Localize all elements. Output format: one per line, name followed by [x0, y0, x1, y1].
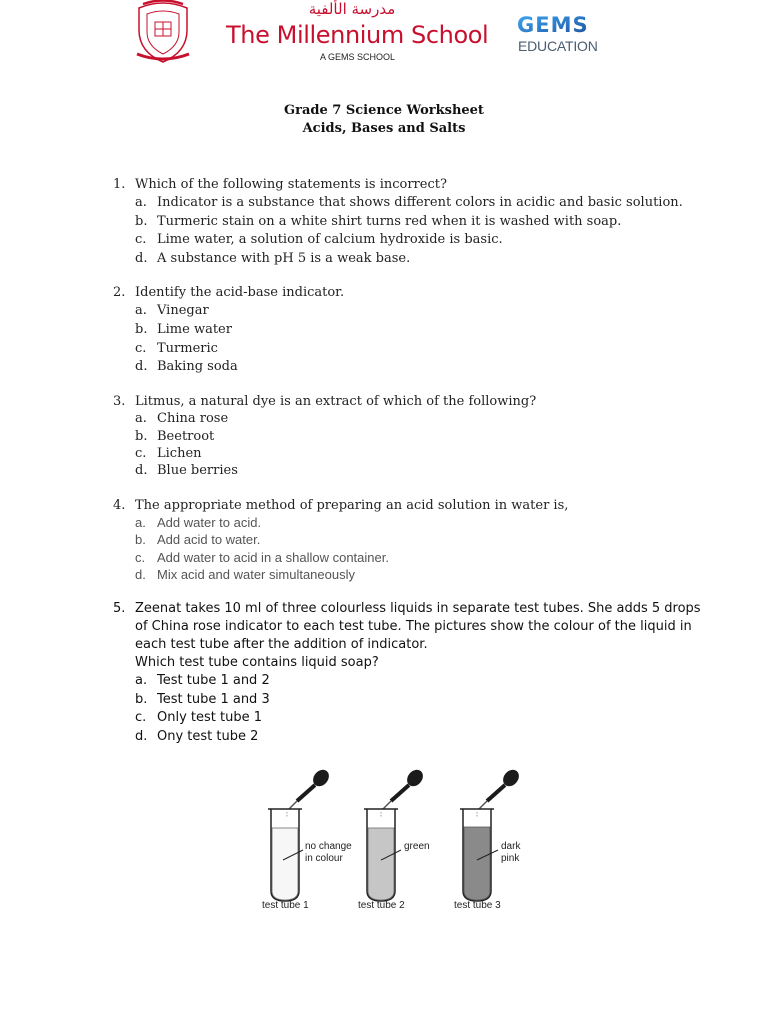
dropper-icon — [289, 767, 332, 809]
option — [135, 428, 214, 446]
option-text: Indicator is a substance that shows different colors in acidic and basic solution. — [157, 195, 683, 210]
option-letter: a. — [135, 515, 146, 530]
option-text: Ony test tube 2 — [157, 729, 259, 744]
option — [135, 709, 262, 727]
worksheet-title: Grade 7 Science Worksheet — [284, 103, 484, 118]
school-header — [0, 0, 768, 72]
test-tube-2 — [358, 767, 430, 911]
option — [135, 410, 228, 428]
option-text: Baking soda — [157, 359, 238, 374]
option-letter: d. — [135, 729, 148, 744]
option — [135, 302, 209, 320]
gems-logo-text: GEMS — [517, 13, 589, 36]
option — [135, 691, 270, 709]
option-letter: b. — [135, 214, 148, 229]
option-text: Test tube 1 and 3 — [157, 692, 270, 707]
option-letter: a. — [135, 411, 147, 426]
option-text: Lime water, a solution of calcium hydroxide is basic. — [157, 232, 503, 247]
tube-note: no change — [305, 841, 352, 852]
option — [135, 566, 355, 584]
tube-note: green — [404, 841, 430, 852]
tube-note: in colour — [305, 853, 343, 864]
option-letter: c. — [135, 446, 147, 461]
option-letter: c. — [135, 550, 146, 565]
question-text: Which of the following statements is incorrect? — [135, 177, 447, 192]
test-tubes-figure — [255, 765, 535, 915]
option — [135, 213, 621, 231]
gems-logo-icon — [516, 12, 594, 36]
option-text: Blue berries — [157, 463, 238, 478]
tube-label: test tube 2 — [358, 900, 405, 911]
dropper-icon — [383, 767, 426, 809]
dropper-icon — [479, 767, 522, 809]
option-text: China rose — [157, 411, 229, 426]
option-letter: a. — [135, 195, 147, 210]
question-number: 5. — [113, 601, 126, 616]
option-letter: b. — [135, 692, 148, 707]
option-text: Turmeric — [157, 341, 218, 356]
option-letter: c. — [135, 710, 147, 725]
option — [135, 194, 683, 212]
tube-label: test tube 1 — [262, 900, 309, 911]
option — [135, 549, 389, 567]
question-number: 1. — [113, 177, 126, 192]
option-text: Turmeric stain on a white shirt turns red when it is washed with soap. — [157, 214, 622, 229]
worksheet-subtitle: Acids, Bases and Salts — [302, 121, 466, 136]
school-name: The Millennium School — [226, 21, 489, 49]
option — [135, 358, 238, 376]
option-text: Test tube 1 and 2 — [157, 673, 270, 688]
test-tube-3 — [454, 767, 522, 911]
option — [135, 231, 503, 249]
option-text: Add acid to water. — [157, 532, 261, 547]
school-crest-icon — [133, 0, 193, 64]
tube-note: pink — [501, 853, 520, 864]
question-number: 2. — [113, 285, 126, 300]
option — [135, 531, 260, 549]
option-letter: b. — [135, 429, 148, 444]
liquid — [272, 828, 298, 900]
option-letter: a. — [135, 303, 147, 318]
school-tagline: A GEMS SCHOOL — [320, 52, 396, 62]
option-text: Only test tube 1 — [157, 710, 262, 725]
option-text: Add water to acid. — [157, 515, 262, 530]
liquid — [464, 827, 490, 900]
option-text: A substance with pH 5 is a weak base. — [157, 251, 411, 266]
option-text: Vinegar — [157, 303, 209, 318]
option — [135, 462, 238, 480]
option-letter: d. — [135, 463, 148, 478]
option-letter: a. — [135, 673, 148, 688]
option — [135, 728, 258, 746]
option — [135, 672, 270, 690]
option-letter: d. — [135, 359, 148, 374]
tube-note: dark — [501, 841, 521, 852]
option-letter: b. — [135, 322, 148, 337]
school-name-arabic: مدرسة الألفية — [308, 0, 396, 18]
question-text: The appropriate method of preparing an acid solution in water is, — [135, 498, 569, 513]
option-text: Mix acid and water simultaneously — [157, 567, 355, 582]
option-text: Lime water — [157, 322, 232, 337]
option-letter: b. — [135, 532, 146, 547]
option-letter: c. — [135, 232, 147, 247]
option-text: Beetroot — [157, 429, 215, 444]
option — [135, 340, 218, 358]
option-letter: d. — [135, 567, 146, 582]
question-text: Identify the acid-base indicator. — [135, 285, 345, 300]
gems-education-label: EDUCATION — [518, 38, 598, 54]
option — [135, 514, 261, 532]
option-text: Lichen — [157, 446, 202, 461]
question-number: 3. — [113, 394, 126, 409]
option — [135, 445, 202, 463]
option-text: Add water to acid in a shallow container. — [157, 550, 389, 565]
liquid — [368, 828, 394, 900]
question-number: 4. — [113, 498, 126, 513]
option-letter: c. — [135, 341, 147, 356]
option — [135, 321, 232, 339]
option-letter: d. — [135, 251, 148, 266]
question-text: Litmus, a natural dye is an extract of which of the following? — [135, 394, 537, 409]
test-tube-1 — [262, 767, 352, 911]
tube-label: test tube 3 — [454, 900, 501, 911]
option — [135, 250, 410, 268]
